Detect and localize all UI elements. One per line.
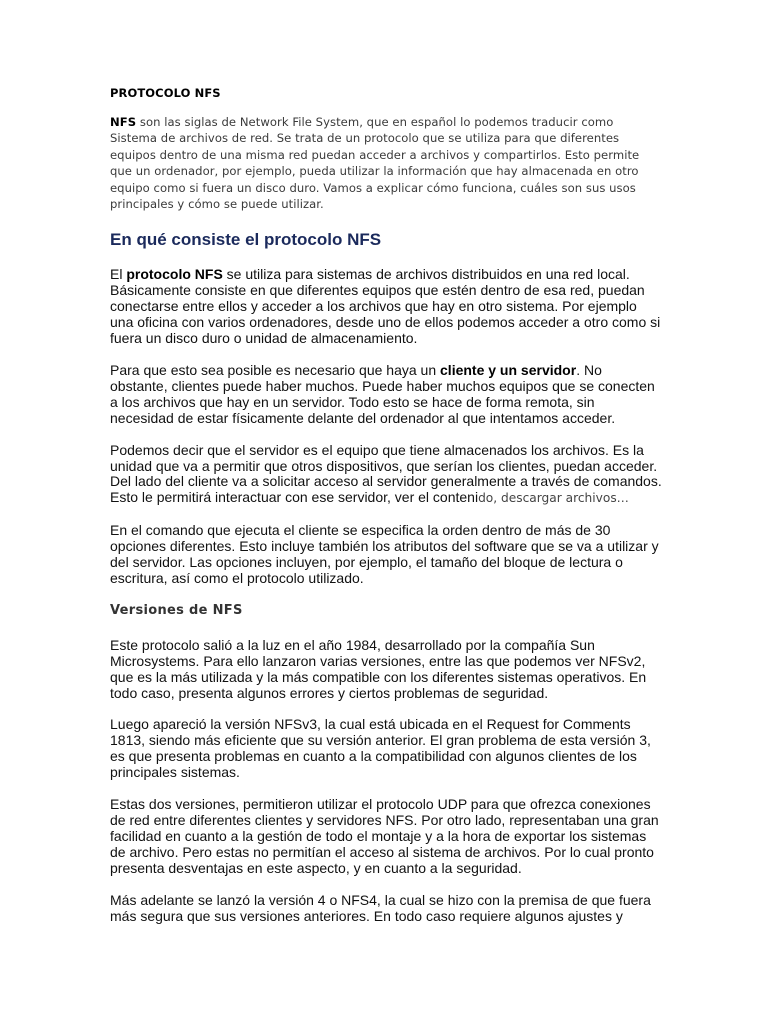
section-heading-versiones: Versiones de NFS <box>110 602 243 618</box>
paragraph: Este protocolo salió a la luz en el año 1984, desarrollado por la compañía Sun Microsystems. Para ello lanzaron varias versiones, entre las que podemos ver NFSv2, que es la más utilizada y la más compatible con los diferentes sistemas operativos. En todo caso, presenta algunos errores y ciertos problemas de seguridad. <box>110 636 647 701</box>
paragraph: Luego apareció la versión NFSv3, la cual está ubicada en el Request for Comments 1813, siendo más eficiente que su versión anterior. El gran problema de esta versión 3, es que presenta problemas en cuanto a la compatibilidad con algunos clientes de los principales sistemas. <box>110 716 651 781</box>
paragraph <box>110 363 662 427</box>
paragraph-text: . No obstante, clientes puede haber muchos. Puede haber muchos equipos que se conecten a los archivos que hay en un servidor. Todo esto se hace de forma remota, sin necesidad de estar físicamente delante del ordenador al que intentamos acceder. <box>110 361 655 426</box>
intro-term: NFS <box>110 115 137 129</box>
paragraph: Estas dos versiones, permitieron utilizar el protocolo UDP para que ofrezca conexiones de red entre diferentes clientes y servidores NFS. Por otro lado, representaban una gran facilidad en cuanto a la gestión de todo el montaje y a la hora de exportar los sistemas de archivo. Pero estas no permitían el acceso al sistema de archivos. Por lo cual pronto presenta desventajas en este aspecto, y en cuanto a la seguridad. <box>110 796 659 876</box>
paragraph-text: Para que esto sea posible es necesario que haya un <box>110 361 441 378</box>
paragraph-bold: cliente y un servidor <box>440 361 577 378</box>
paragraph: Más adelante se lanzó la versión 4 o NFS4, la cual se hizo con la premisa de que fuera más segura que sus versiones anteriores. En todo caso requiere algunos ajustes y <box>110 891 651 924</box>
intro-paragraph <box>110 114 662 212</box>
paragraph-text-faded: do, descargar archivos… <box>478 491 629 506</box>
paragraph <box>110 443 662 508</box>
paragraph-text: El <box>110 266 127 283</box>
document-content <box>110 86 662 940</box>
paragraph-bold: protocolo NFS <box>126 266 223 283</box>
document-title: PROTOCOLO NFS <box>110 86 221 100</box>
intro-text: son las siglas de Network File System, que en español lo podemos traducir como Sistema de archivos de red. Se trata de un protocolo que se utiliza para que diferentes equipos dentro de una misma red puedan acceder a archivos y compartirlos. Esto permite que un ordenador, por ejemplo, pueda utilizar la información que hay almacenada en otro equipo como si fuera un disco duro. Vamos a explicar cómo funciona, cuáles son sus usos principales y cómo se puede utilizar. <box>110 115 640 212</box>
paragraph-text: Podemos decir que el servidor es el equipo que tiene almacenados los archivos. Es la unidad que va a permitir que otros dispositivos, que serían los clientes, puedan acceder. Del lado del cliente va a solicitar acceso al servidor generalmente a través de comandos. Esto le permitirá interactuar con ese servidor, ver el conteni <box>110 441 662 506</box>
paragraph-text: se utiliza para sistemas de archivos distribuidos en una red local. Básicamente consiste en que diferentes equipos que estén dentro de esa red, puedan conectarse entre ellos y acceder a los archivos que hay en otro sistema. Por ejemplo una oficina con varios ordenadores, desde uno de ellos podemos acceder a otro como si fuera un disco duro o unidad de almacenamiento. <box>110 266 661 347</box>
paragraph <box>110 267 662 347</box>
paragraph: En el comando que ejecuta el cliente se especifica la orden dentro de más de 30 opciones diferentes. Esto incluye también los atributos del software que se va a utilizar y del servidor. Las opciones incluyen, por ejemplo, el tamaño del bloque de lectura o escritura, así como el protocolo utilizado. <box>110 522 659 586</box>
section-heading-consiste: En qué consiste el protocolo NFS <box>110 230 382 250</box>
